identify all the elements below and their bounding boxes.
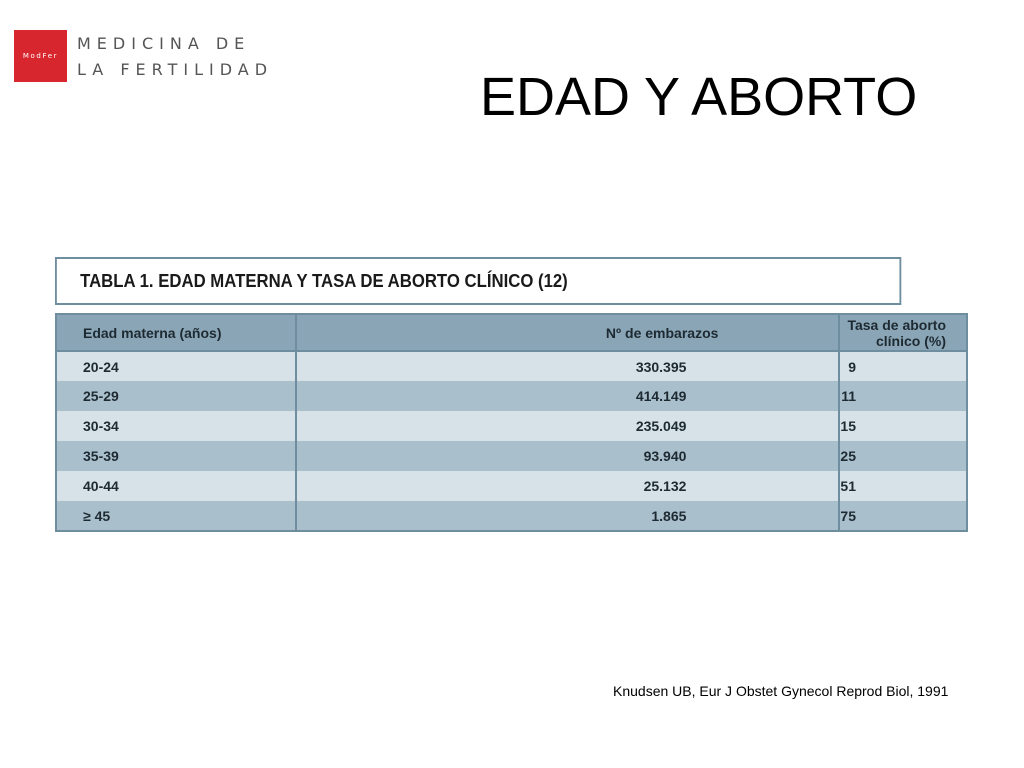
table-header-row xyxy=(56,314,967,351)
cell-rate: 51 xyxy=(839,471,967,501)
cell-pregnancies: 1.865 xyxy=(296,501,840,531)
cell-age: 40-44 xyxy=(56,471,296,501)
table-row xyxy=(56,411,967,441)
cell-pregnancies: 414.149 xyxy=(296,381,840,411)
table-row xyxy=(56,441,967,471)
cell-age: 20-24 xyxy=(56,351,296,381)
cell-age: 35-39 xyxy=(56,441,296,471)
logo-mark: ModFer xyxy=(14,30,67,82)
cell-rate: 25 xyxy=(839,441,967,471)
cell-age: ≥ 45 xyxy=(56,501,296,531)
table-caption xyxy=(55,257,901,305)
table-row xyxy=(56,381,967,411)
cell-pregnancies: 330.395 xyxy=(296,351,840,381)
cell-age: 30-34 xyxy=(56,411,296,441)
cell-rate: 11 xyxy=(839,381,967,411)
header-miscarriage-rate: Tasa de aborto clínico (%) xyxy=(839,314,967,351)
cell-pregnancies: 93.940 xyxy=(296,441,840,471)
table-row xyxy=(56,471,967,501)
cell-rate: 75 xyxy=(839,501,967,531)
cell-pregnancies: 235.049 xyxy=(296,411,840,441)
header-pregnancies: Nº de embarazos xyxy=(296,314,840,351)
cell-pregnancies: 25.132 xyxy=(296,471,840,501)
table-row xyxy=(56,501,967,531)
table-caption-text: TABLA 1. EDAD MATERNA Y TASA DE ABORTO CLÍNICO (12) xyxy=(80,270,568,291)
logo-text-line-2: LA FERTILIDAD xyxy=(77,60,274,79)
table-row xyxy=(56,351,967,381)
citation: Knudsen UB, Eur J Obstet Gynecol Reprod Biol, 1991 xyxy=(613,683,949,699)
logo-text-line-1: MEDICINA DE xyxy=(77,34,251,53)
cell-age: 25-29 xyxy=(56,381,296,411)
cell-rate: 15 xyxy=(839,411,967,441)
header-age: Edad materna (años) xyxy=(56,314,296,351)
data-table xyxy=(55,313,968,532)
cell-rate: 9 xyxy=(839,351,967,381)
slide-title: EDAD Y ABORTO xyxy=(480,67,918,127)
